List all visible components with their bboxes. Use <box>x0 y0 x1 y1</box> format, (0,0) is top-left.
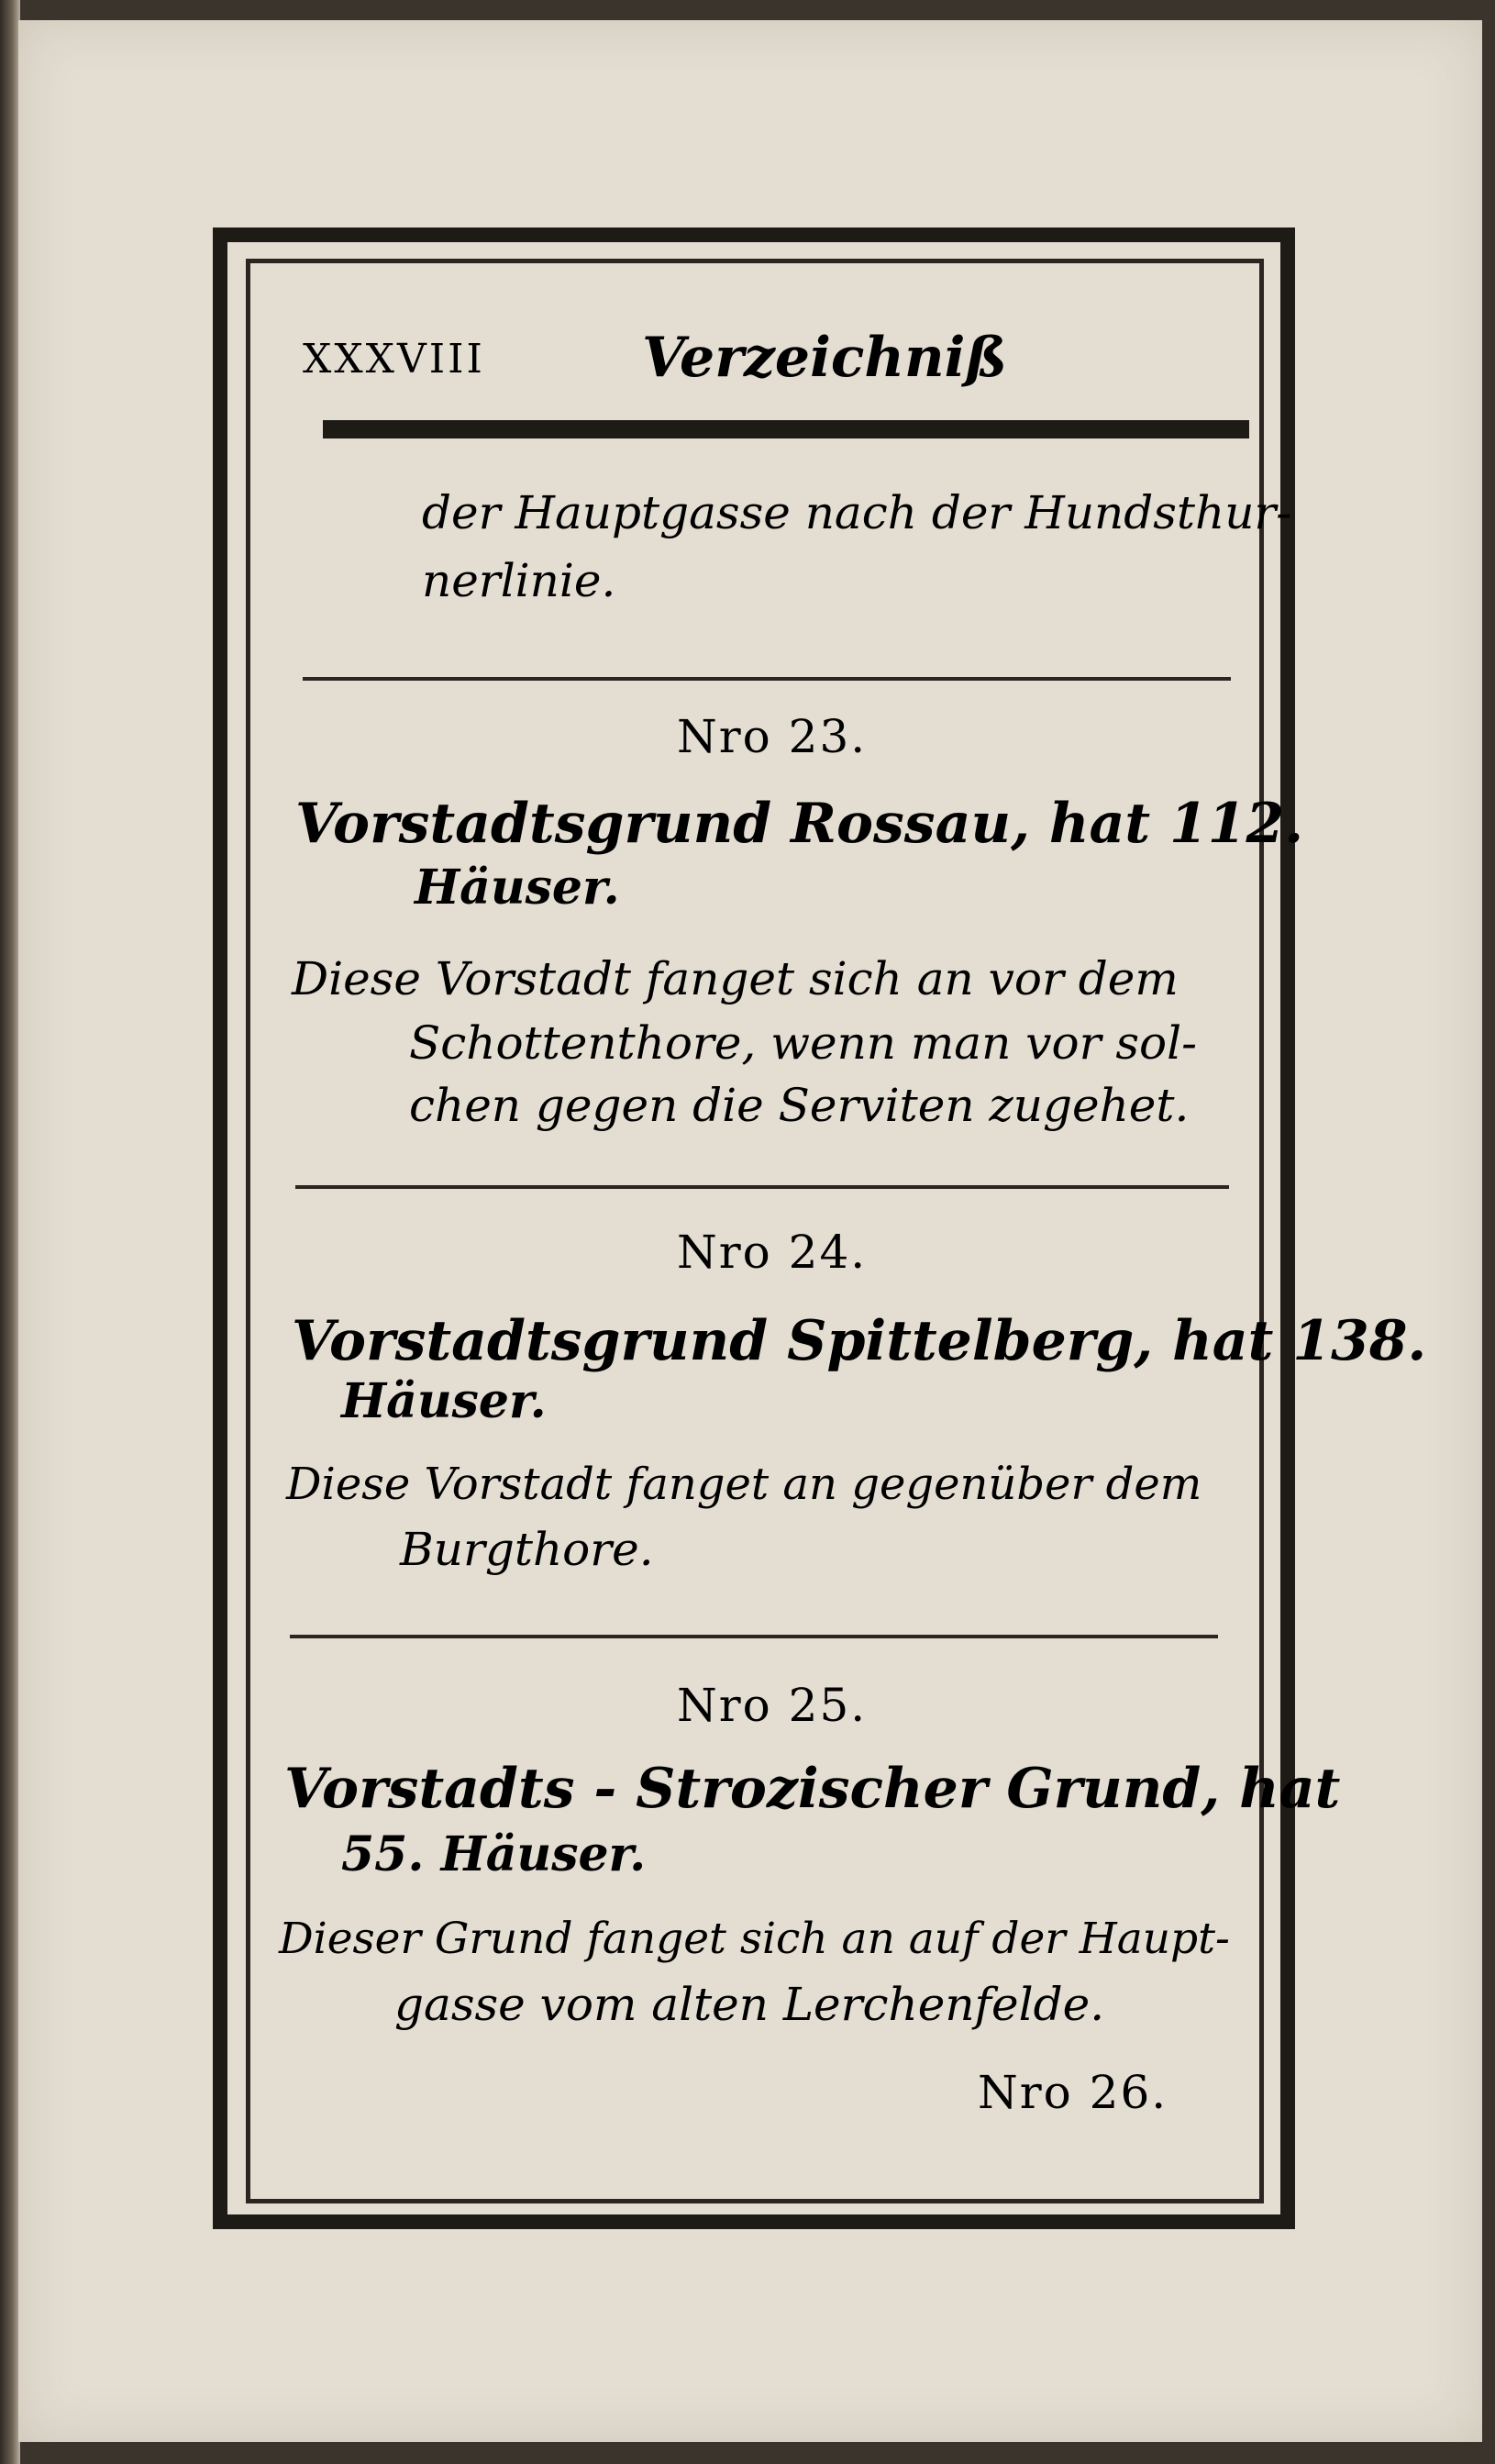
entry-text: Dieser Grund fanget sich an auf der Haupt- <box>279 1914 1230 1964</box>
entry-text: Diese Vorstadt fanget sich an vor dem <box>292 952 1179 1005</box>
entry-number: Nro 23. <box>677 710 868 763</box>
entry-text: Schottenthore, wenn man vor sol- <box>409 1016 1198 1070</box>
book-gutter <box>0 0 20 2464</box>
section-divider <box>295 1185 1229 1189</box>
header-rule <box>323 420 1249 438</box>
entry-title: Häuser. <box>341 1373 547 1429</box>
entry-number: Nro 24. <box>677 1226 868 1279</box>
continuation-line: der Hauptgasse nach der Hundsthur- <box>422 486 1292 539</box>
entry-text: Burgthore. <box>400 1523 654 1576</box>
continuation-line: nerlinie. <box>422 554 616 607</box>
entry-text: Diese Vorstadt fanget an gegenüber dem <box>286 1459 1202 1510</box>
entry-title: Vorstadtsgrund Spittelberg, hat 138. <box>292 1309 1427 1373</box>
section-divider <box>303 677 1231 681</box>
entry-title: Vorstadtsgrund Rossau, hat 112. <box>295 792 1304 856</box>
entry-title: 55. Häuser. <box>341 1826 647 1882</box>
entry-number: Nro 25. <box>677 1679 868 1732</box>
entry-title: Häuser. <box>415 860 620 916</box>
page-number: XXXVIII <box>303 336 485 383</box>
running-title: Verzeichniß <box>642 326 1008 390</box>
catchword: Nro 26. <box>978 2066 1168 2119</box>
entry-title: Vorstadts - Strozischer Grund, hat <box>284 1757 1341 1821</box>
section-divider <box>290 1635 1218 1638</box>
entry-text: gasse vom alten Lerchenfelde. <box>394 1978 1105 2031</box>
entry-text: chen gegen die Serviten zugehet. <box>409 1079 1190 1132</box>
